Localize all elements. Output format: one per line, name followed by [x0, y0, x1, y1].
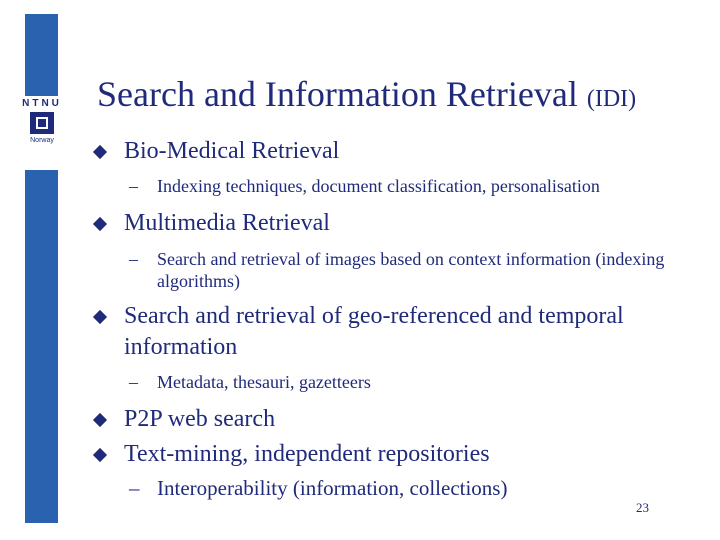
- bullet-text: P2P web search: [124, 406, 276, 432]
- bullet-item: [92, 439, 692, 470]
- sub-bullet-item: [92, 474, 692, 502]
- sidebar-bar: [25, 14, 58, 523]
- bullet-text: Multimedia Retrieval: [124, 210, 330, 236]
- logo-square-icon: [30, 112, 54, 134]
- dash-icon: –: [129, 372, 138, 392]
- dash-icon: –: [129, 476, 140, 500]
- bullet-item: [92, 404, 692, 435]
- slide-title: [97, 73, 636, 115]
- sub-bullet-item: [92, 248, 692, 292]
- sub-bullet-text: Search and retrieval of images based on context information (indexing algorithms): [157, 249, 665, 291]
- bullet-text: Search and retrieval of geo-referenced and temporal information: [124, 303, 624, 360]
- sub-bullet-text: Indexing techniques, document classification, personalisation: [157, 176, 600, 196]
- dash-icon: –: [129, 249, 138, 269]
- diamond-bullet-icon: [93, 217, 107, 231]
- ntnu-logo: [24, 96, 60, 170]
- slide-content: [92, 136, 692, 502]
- bullet-text: Bio-Medical Retrieval: [124, 138, 340, 164]
- diamond-bullet-icon: [93, 310, 107, 324]
- bullet-item: [92, 301, 692, 363]
- diamond-bullet-icon: [93, 448, 107, 462]
- slide-title-main: Search and Information Retrieval: [97, 74, 578, 114]
- logo-bottom-text: Norway: [30, 137, 54, 144]
- logo-top-text: NTNU: [22, 98, 62, 109]
- slide-title-suffix: (IDI): [586, 86, 637, 112]
- page-number: 23: [636, 500, 649, 515]
- diamond-bullet-icon: [93, 413, 107, 427]
- bullet-item: [92, 208, 692, 239]
- diamond-bullet-icon: [93, 145, 107, 159]
- dash-icon: –: [129, 176, 138, 196]
- sub-bullet-item: [92, 175, 692, 197]
- bullet-item: [92, 136, 692, 167]
- sub-bullet-text: Metadata, thesauri, gazetteers: [157, 372, 371, 392]
- sub-bullet-item: [92, 371, 692, 393]
- bullet-text: Text-mining, independent repositories: [124, 441, 490, 467]
- sub-bullet-text: Interoperability (information, collections): [157, 476, 508, 500]
